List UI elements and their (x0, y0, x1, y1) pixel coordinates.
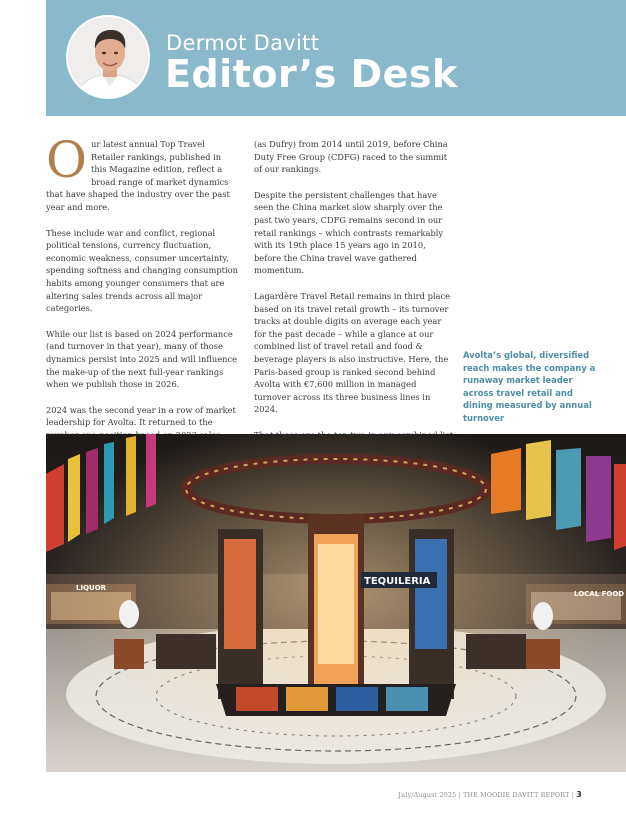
author-portrait (66, 15, 150, 99)
body-column-2 (254, 138, 454, 480)
header-band (46, 0, 626, 116)
publication-name: THE MOODIE DAVITT REPORT (463, 792, 570, 799)
body-paragraph: Lagardère Travel Retail remains in third place based on its travel retail growth – its turnover tracks at double digits on average each year for the past decade – while a glance at our combined list of travel retail and food & beverage players is also instructive. Here, the Paris-based group is ranked second behind Avolta with €7,600 million in managed turnover across its three business lines in 2024. (254, 290, 451, 415)
duty-free-store-illustration (46, 434, 626, 772)
drop-cap: O (46, 131, 87, 189)
footer-separator: | (458, 792, 461, 799)
issue-date: July/August 2025 (398, 792, 457, 799)
store-photo (46, 434, 626, 772)
footer-separator: | (571, 792, 575, 799)
body-paragraph: These include war and conflict, regional political tensions, currency fluctuation, economic weakness, consumer uncertainty, spending softness and changing consumption habits among younger consumers that are altering sales trends across all major categories. (46, 227, 239, 314)
body-paragraph: While our list is based on 2024 performance (and turnover in that year), many of those dynamics persist into 2025 and will influence the make-up of the next full-year rankings when we publish those in 2026. (46, 328, 238, 390)
page-number: 3 (576, 790, 582, 799)
column-title: Editor’s Desk (165, 52, 458, 96)
page-footer (398, 790, 582, 799)
author-name: Dermot Davitt (166, 31, 320, 55)
author-portrait-image (68, 17, 150, 99)
tequileria-sign: TEQUILERIA (364, 576, 431, 587)
body-paragraph: Our latest annual Top Travel Retailer rankings, published in this Magazine edition, reflect a broad range of market dynamics that have shaped the industry over the past year and more. (46, 131, 230, 212)
body-paragraph: Despite the persistent challenges that have seen the China market slow sharply over the past two years, CDFG remains second in our retail rankings – which contrasts remarkably with its 19th place 15 years ago in 2010, before the China travel wave gathered momentum. (254, 189, 444, 276)
body-paragraph: 2024 was the second year in a row of market leadership for Avolta. It returned to the (46, 404, 236, 428)
body-paragraph: (as Dufry) from 2014 until 2019, before China Duty Free Group (CDFG) raced to the summit of our rankings. (254, 139, 448, 175)
pull-quote: Avolta’s global, diversified reach makes the company a runaway market leader across travel retail and dining measured by annual turnover (463, 350, 596, 423)
body-column-1 (46, 131, 239, 467)
